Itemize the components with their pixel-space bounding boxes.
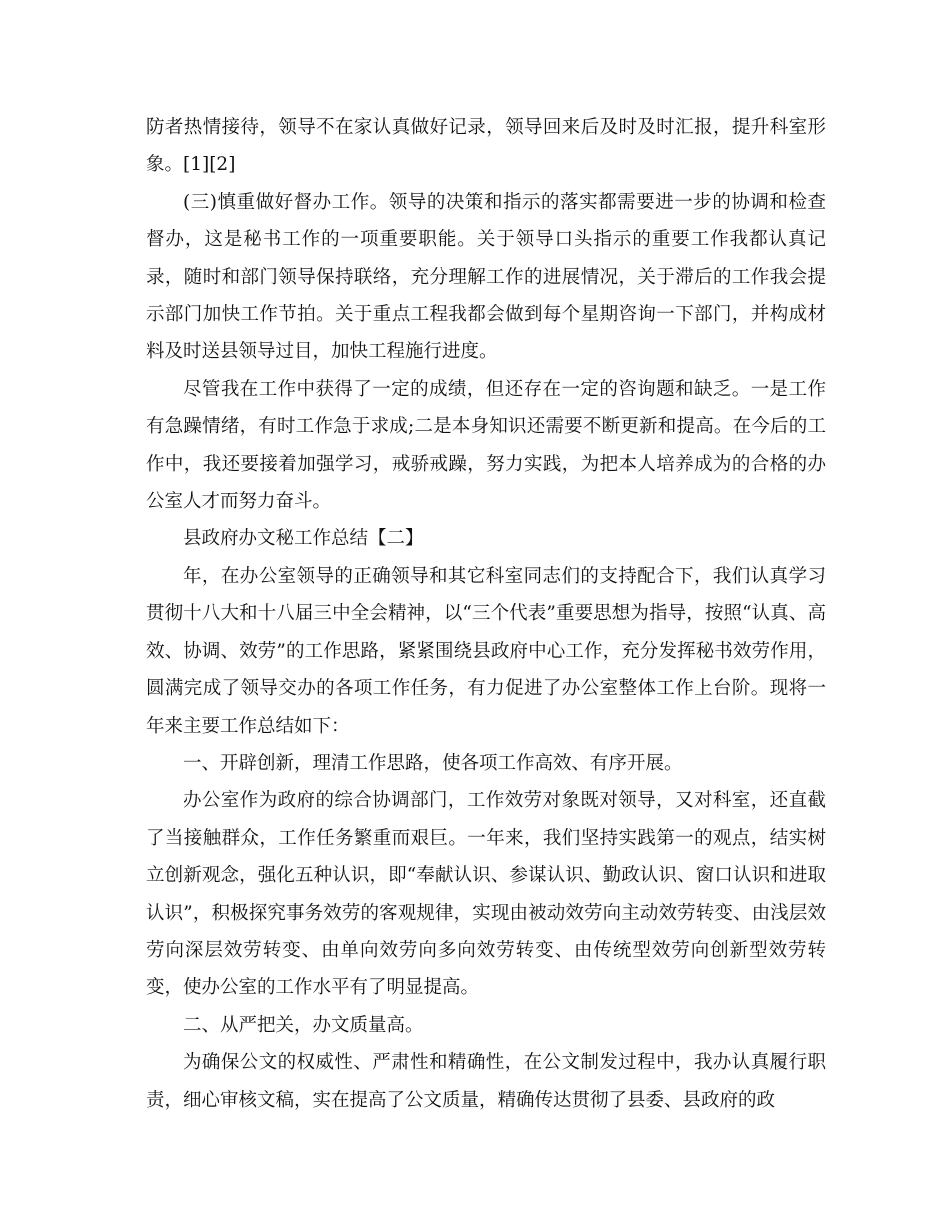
section-heading: 县政府办文秘工作总结【二】	[183, 528, 424, 550]
paragraph-office-role: 办公室作为政府的综合协调部门，工作效劳对象既对领导，又对科室，还直截了当接触群众，工作任务繁重而艰巨。一年来，我们坚持实践第一的观点，结实树立创新观念，强化五种认识，即“奉献认识、参谋认识、勤政认识、窗口认识和进取认识”，积极探究事务效劳的客观规律，实现由被动效劳向主动效劳转变、由浅层效劳向深层效劳转变、由单向效劳向多向效劳转变、由传统型效劳向创新型效劳转变，使办公室的工作水平有了明显提高。	[146, 790, 826, 999]
subheading-quality: 二、从严把关，办文质量高。	[183, 1014, 424, 1036]
document-page	[146, 109, 826, 1119]
paragraph-continued: 防者热情接待，领导不在家认真做好记录，领导回来后及时及时汇报，提升科室形象。[1][2]	[146, 117, 826, 176]
paragraph-shortcomings: 尽管我在工作中获得了一定的成绩，但还存在一定的咨询题和缺乏。一是工作有急躁情绪，有时工作急于求成;二是本身知识还需要不断更新和提高。在今后的工作中，我还要接着加强学习，戒骄戒躁，努力实践，为把本人培养成为的合格的办公室人才而努力奋斗。	[146, 378, 826, 513]
paragraph-supervision: (三)慎重做好督办工作。领导的决策和指示的落实都需要进一步的协调和检查督办，这是秘书工作的一项重要职能。关于领导口头指示的重要工作我都认真记录，随时和部门领导保持联络，充分理解工作的进展情况，关于滞后的工作我会提示部门加快工作节拍。关于重点工程我都会做到每个星期咨询一下部门，并构成材料及时送县领导过目，加快工程施行进度。	[146, 191, 826, 363]
paragraph-documents: 为确保公文的权威性、严肃性和精确性，在公文制发过程中，我办认真履行职责，细心审核文稿，实在提高了公文质量，精确传达贯彻了县委、县政府的政	[146, 1052, 826, 1111]
paragraph-intro: 年，在办公室领导的正确领导和其它科室同志们的支持配合下，我们认真学习贯彻十八大和十八届三中全会精神，以“三个代表”重要思想为指导，按照“认真、高效、协调、效劳”的工作思路，紧紧围绕县政府中心工作，充分发挥秘书效劳作用，圆满完成了领导交办的各项工作任务，有力促进了办公室整体工作上台阶。现将一年来主要工作总结如下：	[146, 565, 826, 737]
subheading-innovation: 一、开辟创新，理清工作思路，使各项工作高效、有序开展。	[183, 752, 683, 774]
